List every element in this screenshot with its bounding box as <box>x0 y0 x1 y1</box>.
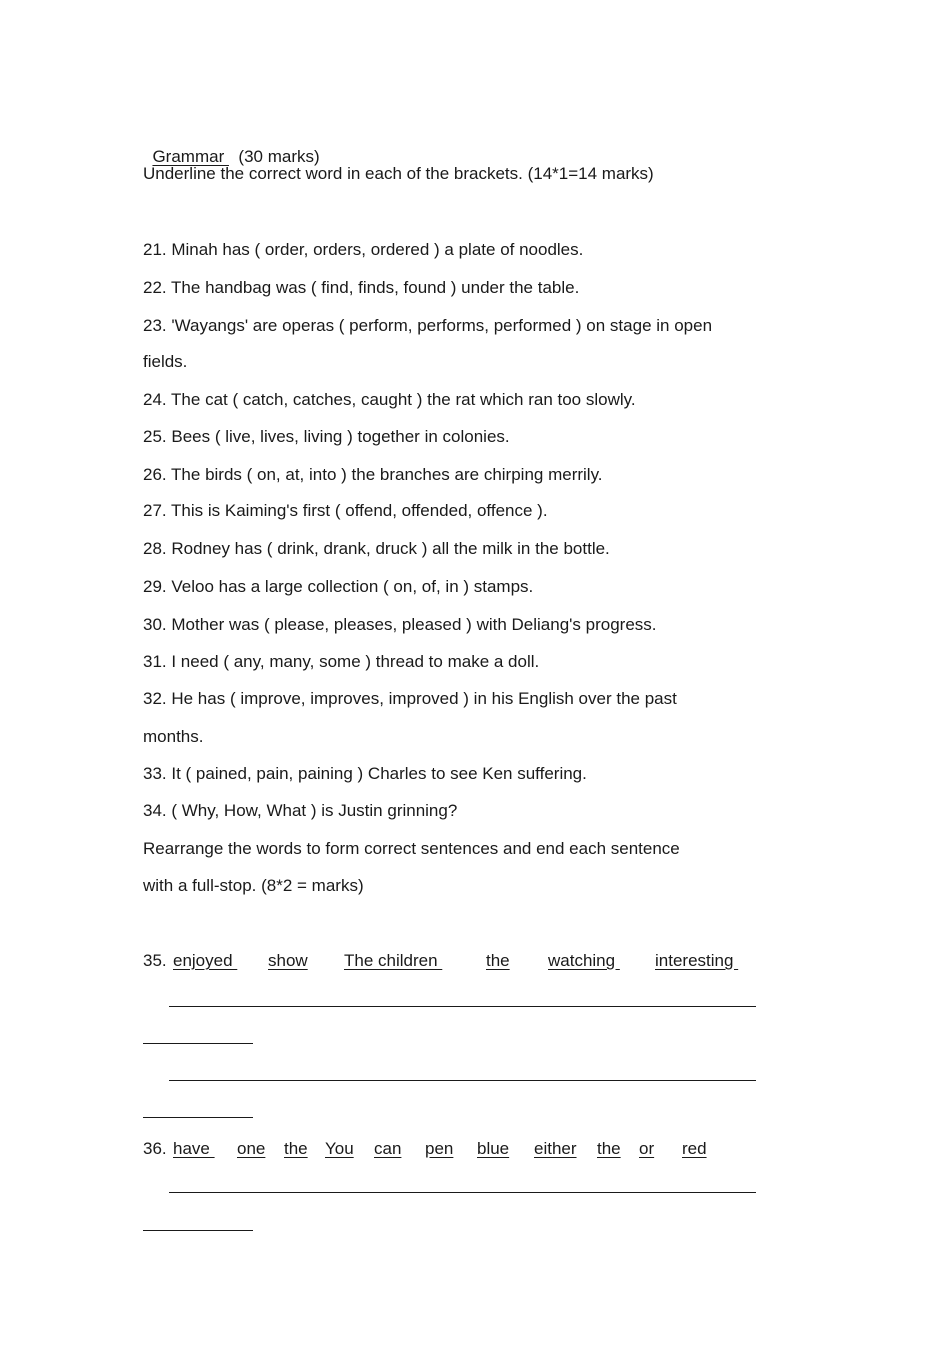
question-line: 32. He has ( improve, improves, improved ) in his English over the past <box>143 689 677 708</box>
question-line: 30. Mother was ( please, pleases, pleased ) with Deliang's progress. <box>143 615 657 634</box>
question-line: 28. Rodney has ( drink, drank, druck ) all the milk in the bottle. <box>143 539 610 558</box>
scrambled-word: the <box>284 1139 308 1158</box>
section-title: Grammar <box>152 147 229 166</box>
scrambled-word: watching <box>548 951 620 970</box>
question-line: 21. Minah has ( order, orders, ordered ) a plate of noodles. <box>143 240 584 259</box>
question-number: 36. <box>143 1139 167 1158</box>
scrambled-word: the <box>486 951 510 970</box>
scrambled-word: blue <box>477 1139 510 1158</box>
answer-line[interactable] <box>143 1043 253 1044</box>
question-line: 24. The cat ( catch, catches, caught ) the rat which ran too slowly. <box>143 390 636 409</box>
section-marks: (30 marks) <box>238 147 320 166</box>
answer-line[interactable] <box>169 1006 756 1007</box>
instruction-text: Underline the correct word in each of the brackets. (14*1=14 marks) <box>143 164 654 183</box>
answer-line[interactable] <box>143 1117 253 1118</box>
scrambled-word: show <box>268 951 308 970</box>
question-line: 23. 'Wayangs' are operas ( perform, performs, performed ) on stage in open <box>143 316 713 335</box>
answer-line[interactable] <box>169 1192 756 1193</box>
scrambled-word: either <box>534 1139 577 1158</box>
answer-line[interactable] <box>143 1230 253 1231</box>
answer-line[interactable] <box>169 1080 756 1081</box>
scrambled-word: or <box>639 1139 655 1158</box>
question-line: 27. This is Kaiming's first ( offend, offended, offence ). <box>143 501 548 520</box>
instruction-text: Rearrange the words to form correct sentences and end each sentence <box>143 839 680 858</box>
scrambled-word: interesting <box>655 951 739 970</box>
scrambled-word: enjoyed <box>173 951 238 970</box>
instruction-text: with a full-stop. (8*2 = marks) <box>143 876 364 895</box>
question-line: fields. <box>143 352 188 371</box>
scrambled-word: pen <box>425 1139 454 1158</box>
scrambled-word: have <box>173 1139 215 1158</box>
question-line: 22. The handbag was ( find, finds, found ) under the table. <box>143 278 580 297</box>
question-line: 33. It ( pained, pain, paining ) Charles to see Ken suffering. <box>143 764 587 783</box>
scrambled-word: one <box>237 1139 266 1158</box>
question-line: 26. The birds ( on, at, into ) the branches are chirping merrily. <box>143 465 603 484</box>
scrambled-word: red <box>682 1139 707 1158</box>
question-line: 25. Bees ( live, lives, living ) together in colonies. <box>143 427 510 446</box>
scrambled-word: The children <box>344 951 443 970</box>
section-heading <box>143 127 320 167</box>
question-line: 29. Veloo has a large collection ( on, of, in ) stamps. <box>143 577 534 596</box>
question-line: 31. I need ( any, many, some ) thread to make a doll. <box>143 652 540 671</box>
question-line: 34. ( Why, How, What ) is Justin grinning? <box>143 801 458 820</box>
scrambled-word: You <box>325 1139 354 1158</box>
question-line: months. <box>143 727 204 746</box>
scrambled-word: the <box>597 1139 621 1158</box>
question-number: 35. <box>143 951 167 970</box>
scrambled-word: can <box>374 1139 402 1158</box>
